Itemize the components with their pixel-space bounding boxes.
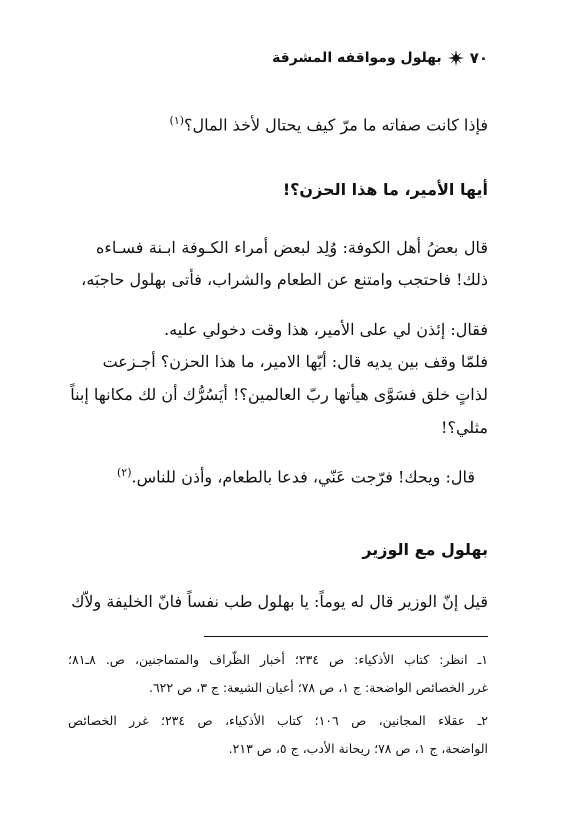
footnote-ref-1: (١) — [169, 114, 185, 127]
question-line — [170, 114, 488, 134]
running-header — [272, 49, 488, 67]
paragraph-line: ذلك! فاحتجب وامتنع عن الطعام والشراب، فأتى بهلول حاجبَه، — [81, 270, 488, 289]
paragraph-line: مثلي؟! — [441, 418, 488, 437]
footnote-2-line: الواضحة، ج ١، ص ٧٨؛ ريحانة الأدب، ج ٥، ص ٢١٣. — [228, 741, 488, 756]
section-heading-vizier: بهلول مع الوزير — [362, 540, 488, 559]
paragraph-line — [117, 466, 475, 486]
footnote-1-line: ١ـ انظر: كتاب الأذكياء: ص ٢٣٤؛ أخبار الظّراف والمتماجنين، ص. ٨ـ٨١؛ — [68, 652, 489, 667]
paragraph-line: فقال: إئذن لي على الأمير، هذا وقت دخولي عليه. — [164, 320, 488, 339]
running-title: بهلول ومواقفه المشرقة — [272, 50, 442, 66]
page-number: ٧٠ — [469, 49, 488, 67]
question-text: فإذا كانت صفاته ما مرّ كيف يحتال لأخذ المال؟ — [184, 115, 488, 135]
footnote-ref-2: (٢) — [116, 466, 132, 479]
footnote-1-line: غرر الخصائص الواضحة: ج ١، ص ٧٨؛ أعيان الشيعة: ج ٣، ص ٦٢٢. — [148, 680, 488, 695]
paragraph-line: فلمّا وقف بين يديه قال: أيّها الامير، ما هذا الحزن؟ أجـزعت — [102, 352, 488, 371]
paragraph-line: لذاتٍ خلق فسَوَّى هيأتها ربّ العالمين؟! أيَسُرُّك أن لك مكانها إبناً — [70, 385, 488, 404]
footnote-2-line: ٢ـ عقلاء المجانين، ص ١٠٦؛ كتاب الأذكياء، ص ٢٣٤؛ غرر الخصائص — [68, 713, 488, 728]
paragraph-line: قال بعضُ أهل الكوفة: وُلِد لبعض أمراء الكـوفة ابـنة فسـاءه — [96, 238, 488, 257]
paragraph-line: قيل إنّ الوزير قال له يوماً: يا بهلول طب نفساً فانّ الخليفة ولاّك — [71, 592, 488, 611]
footnote-separator — [204, 636, 488, 637]
section-heading-prince: أيها الأمير، ما هذا الحزن؟! — [282, 180, 488, 199]
paragraph-text: قال: ويحك! فرّجت عَنّي، فدعا بالطعام، وأذن للناس. — [131, 467, 475, 487]
star-ornament-icon — [448, 50, 464, 66]
